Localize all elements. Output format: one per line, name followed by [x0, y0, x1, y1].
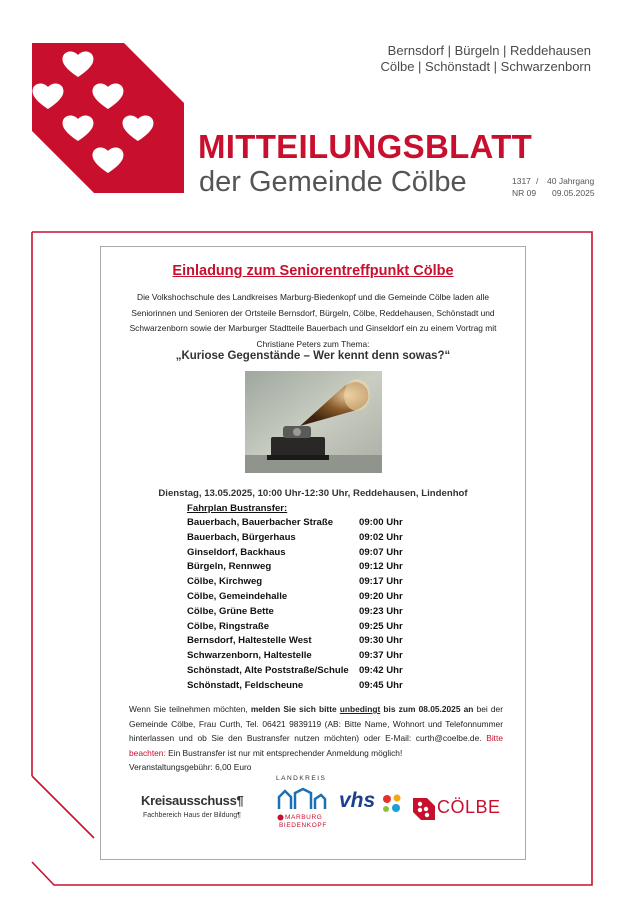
signup-text-3: Ein Bustransfer ist nur mit entsprechender Anmeldung möglich!: [165, 747, 403, 758]
schedule-time: 09:20 Uhr: [359, 591, 403, 602]
event-datetime: Dienstag, 13.05.2025, 10:00 Uhr-12:30 Uhr, Reddehausen, Lindenhof: [158, 488, 468, 499]
issue-nr: NR 09: [512, 188, 537, 198]
masthead-title: MITTEILUNGSBLATT: [198, 128, 533, 165]
vhs-dots-icon: [381, 793, 403, 815]
schedule-label: Fahrplan Bustransfer:: [187, 503, 288, 514]
schedule-stop: Cölbe, Gemeindehalle: [187, 591, 288, 602]
event-fee: Veranstaltungsgebühr: 6,00 Euro: [129, 762, 252, 773]
schedule-time: 09:37 Uhr: [359, 650, 403, 662]
coelbe-logo-text: CÖLBE: [437, 797, 501, 817]
schedule-stop: Bürgeln, Rennweg: [187, 561, 272, 573]
places-line-2: Cölbe | Schönstadt | Schwarzenborn: [380, 59, 591, 74]
issue-number: 1317: [512, 176, 531, 186]
notice-intro: Die Volkshochschule des Landkreises Marburg-Biedenkopf und die Gemeinde Cölbe laden alle Seniorinnen und Senioren der Ortsteile Bernsdorf, Bürgeln, Cölbe, Reddehausen, Schönstadt und Schwarzenborn sowie der Marburger Stadtteile Bauerbach und Ginseldorf ein zu einem Vortrag mit Christiane Peters zum Thema:: [129, 292, 497, 349]
schedule-stop: Cölbe, Grüne Bette: [187, 605, 274, 617]
schedule-time: 09:12 Uhr: [359, 561, 403, 573]
masthead-subtitle: der Gemeinde Cölbe: [199, 166, 467, 198]
schedule-time: 09:23 Uhr: [359, 605, 403, 617]
schedule-stop: Schwarzenborn, Haltestelle: [187, 650, 312, 662]
landkreis-label: LANDKREIS: [276, 775, 327, 782]
schedule-time: 09:07 Uhr: [359, 546, 403, 558]
kreisausschuss-subtitle: Fachbereich Haus der Bildung¶: [143, 812, 241, 819]
signup-bold-1: melden Sie sich bitte: [250, 704, 340, 714]
schedule-stop: Ginseldorf, Backhaus: [187, 546, 286, 558]
schedule-stop: Bauerbach, Bürgerhaus: [187, 531, 296, 543]
schedule-time: 09:42 Uhr: [359, 665, 403, 676]
coelbe-small-logo-icon: [413, 798, 435, 820]
schedule-time: 09:17 Uhr: [359, 576, 403, 588]
landkreis-biedenkopf: BIEDENKOPF: [279, 822, 327, 829]
signup-paragraph: [129, 702, 503, 775]
vhs-logo-text: vhs: [339, 789, 376, 812]
lecture-topic: „Kuriose Gegenstände – Wer kennt denn sowas?“: [175, 350, 451, 362]
landkreis-marburg: MARBURG: [285, 814, 323, 821]
volume-label: 40 Jahrgang: [547, 176, 595, 186]
notice-box: [100, 246, 526, 860]
schedule-time: 09:00 Uhr: [359, 517, 403, 528]
signup-text-2: bei der Gemeinde Cölbe, Frau Curth, Tel. 06421 9839119 (AB: Bitte Name, Wohnort und Telefonnummer hinterlassen und ob Sie den Bustransfer nutzen möchten) oder E-Mail: curth@coelbe.de.: [129, 704, 504, 744]
schedule-stop: Bauerbach, Bauerbacher Straße: [187, 517, 334, 528]
schedule-stop: Schönstadt, Alte Poststraße/Schule: [187, 665, 349, 676]
landkreis-skyline-icon: [277, 787, 327, 813]
signup-warning-label: Bitte beachten:: [129, 733, 503, 758]
schedule-stop: Cölbe, Ringstraße: [187, 620, 270, 632]
gramophone-photo: [245, 371, 382, 473]
meta-separator: /: [536, 176, 539, 186]
schedule-time: 09:45 Uhr: [359, 679, 403, 691]
schedule-time: 09:30 Uhr: [359, 635, 403, 647]
signup-deadline: bis zum 08.05.2025 an: [380, 704, 474, 714]
schedule-stop: Bernsdorf, Haltestelle West: [187, 635, 312, 647]
signup-text-1: Wenn Sie teilnehmen möchten,: [129, 704, 251, 714]
coelbe-coat-of-arms-logo: [32, 43, 184, 193]
schedule-stop: Cölbe, Kirchweg: [187, 576, 263, 588]
kreisausschuss-logo-text: Kreisausschuss¶: [141, 793, 244, 808]
places-line-1: Bernsdorf | Bürgeln | Reddehausen: [387, 43, 591, 58]
marburg-emblem-icon: [277, 814, 284, 821]
issue-date: 09.05.2025: [552, 188, 595, 198]
schedule-time: 09:02 Uhr: [359, 531, 403, 543]
schedule-stop: Schönstadt, Feldscheune: [187, 679, 304, 691]
signup-underlined: unbedingt: [339, 704, 381, 714]
schedule-time: 09:25 Uhr: [359, 620, 403, 632]
notice-title: Einladung zum Seniorentreffpunkt Cölbe: [172, 263, 454, 279]
